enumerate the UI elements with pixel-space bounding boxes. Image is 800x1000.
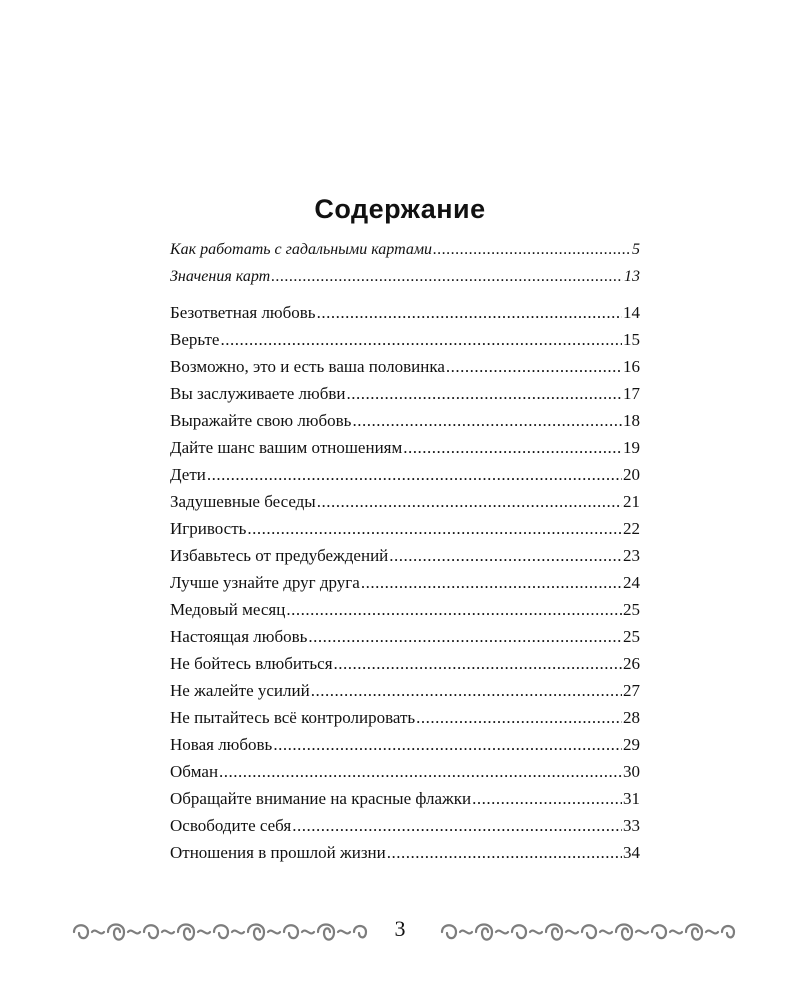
page-footer	[0, 912, 800, 952]
scroll-ornament-icon	[438, 918, 738, 946]
toc-page-number: 18	[623, 411, 640, 430]
toc-dot-leader	[311, 681, 622, 701]
toc-page-number: 25	[623, 627, 640, 646]
scroll-ornament-icon	[70, 918, 370, 946]
toc-entry-label: Обращайте внимание на красные флажки	[170, 789, 472, 808]
page-title: Содержание	[314, 194, 486, 224]
toc-row	[170, 492, 640, 519]
toc-row	[170, 627, 640, 654]
toc-entry-label: Вы заслуживаете любви	[170, 384, 346, 403]
toc-page-number: 21	[623, 492, 640, 511]
table-of-contents	[170, 241, 640, 870]
toc-entry-label: Настоящая любовь	[170, 627, 308, 646]
toc-dot-leader	[472, 789, 622, 809]
toc-dot-leader	[446, 357, 622, 377]
toc-entry-label: Игривость	[170, 519, 247, 538]
toc-dot-leader	[334, 654, 622, 674]
toc-dot-leader	[271, 268, 623, 286]
toc-row	[170, 735, 640, 762]
toc-entry-label: Отношения в прошлой жизни	[170, 843, 386, 862]
toc-row	[170, 546, 640, 573]
toc-page-number: 16	[623, 357, 640, 376]
toc-dot-leader	[361, 573, 622, 593]
toc-row	[170, 654, 640, 681]
toc-entry-label: Верьте	[170, 330, 220, 349]
toc-dot-leader	[347, 384, 623, 404]
toc-dot-leader	[273, 735, 622, 755]
toc-row	[170, 573, 640, 600]
toc-dot-leader	[286, 600, 622, 620]
toc-entry-label: Дайте шанс вашим отношениям	[170, 438, 403, 457]
toc-dot-leader	[219, 762, 622, 782]
toc-entry-label: Не бойтесь влюбиться	[170, 654, 333, 673]
toc-dot-leader	[387, 843, 622, 863]
toc-entry-label: Новая любовь	[170, 735, 273, 754]
toc-entry-label: Дети	[170, 465, 206, 484]
toc-page-number: 13	[624, 268, 640, 285]
toc-row	[170, 843, 640, 870]
toc-row-section-1	[170, 241, 640, 268]
toc-entry-label: Не жалейте усилий	[170, 681, 310, 700]
toc-row	[170, 816, 640, 843]
toc-page-number: 22	[623, 519, 640, 538]
toc-dot-leader	[308, 627, 622, 647]
toc-dot-leader	[416, 708, 622, 728]
toc-page-number: 34	[623, 843, 640, 862]
toc-row	[170, 600, 640, 627]
toc-row	[170, 303, 640, 330]
toc-dot-leader	[292, 816, 622, 836]
toc-row	[170, 762, 640, 789]
toc-page-number: 23	[623, 546, 640, 565]
toc-page-number: 5	[632, 241, 640, 258]
toc-page-number: 15	[623, 330, 640, 349]
toc-entry-label: Выражайте свою любовь	[170, 411, 352, 430]
toc-entry-label: Медовый месяц	[170, 600, 286, 619]
toc-page-number: 30	[623, 762, 640, 781]
toc-page-number: 29	[623, 735, 640, 754]
toc-page-number: 24	[623, 573, 640, 592]
toc-row	[170, 519, 640, 546]
toc-row	[170, 384, 640, 411]
toc-dot-leader	[247, 519, 622, 539]
toc-entry-label: Лучше узнайте друг друга	[170, 573, 360, 592]
toc-page-number: 20	[623, 465, 640, 484]
toc-row-section-2	[170, 268, 640, 295]
toc-entry-label: Возможно, это и есть ваша половинка	[170, 357, 445, 376]
toc-row	[170, 438, 640, 465]
toc-dot-leader	[389, 546, 622, 566]
toc-dot-leader	[433, 241, 631, 259]
toc-page-number: 33	[623, 816, 640, 835]
toc-dot-leader	[207, 465, 622, 485]
toc-row	[170, 681, 640, 708]
toc-page-number: 27	[623, 681, 640, 700]
toc-page-number: 17	[623, 384, 640, 403]
toc-dot-leader	[317, 303, 622, 323]
toc-page-number: 28	[623, 708, 640, 727]
toc-dot-leader	[220, 330, 622, 350]
toc-dot-leader	[317, 492, 622, 512]
toc-page-number: 25	[623, 600, 640, 619]
toc-row	[170, 411, 640, 438]
toc-page-number: 19	[623, 438, 640, 457]
toc-page-number: 14	[623, 303, 640, 322]
toc-row	[170, 357, 640, 384]
toc-entry-label: Не пытайтесь всё контролировать	[170, 708, 416, 727]
toc-page-number: 26	[623, 654, 640, 673]
toc-entry-label: Значения карт	[170, 268, 271, 285]
toc-entry-label: Избавьтесь от предубеждений	[170, 546, 389, 565]
toc-row	[170, 708, 640, 735]
toc-dot-leader	[352, 411, 622, 431]
toc-row	[170, 789, 640, 816]
toc-entry-label: Как работать с гадальными картами	[170, 241, 433, 258]
page-number: 3	[394, 916, 406, 941]
toc-entry-label: Обман	[170, 762, 219, 781]
toc-dot-leader	[403, 438, 622, 458]
toc-row	[170, 465, 640, 492]
toc-row	[170, 330, 640, 357]
toc-entry-label: Задушевные беседы	[170, 492, 316, 511]
toc-page-number: 31	[623, 789, 640, 808]
toc-entry-label: Освободите себя	[170, 816, 292, 835]
toc-entry-label: Безответная любовь	[170, 303, 316, 322]
